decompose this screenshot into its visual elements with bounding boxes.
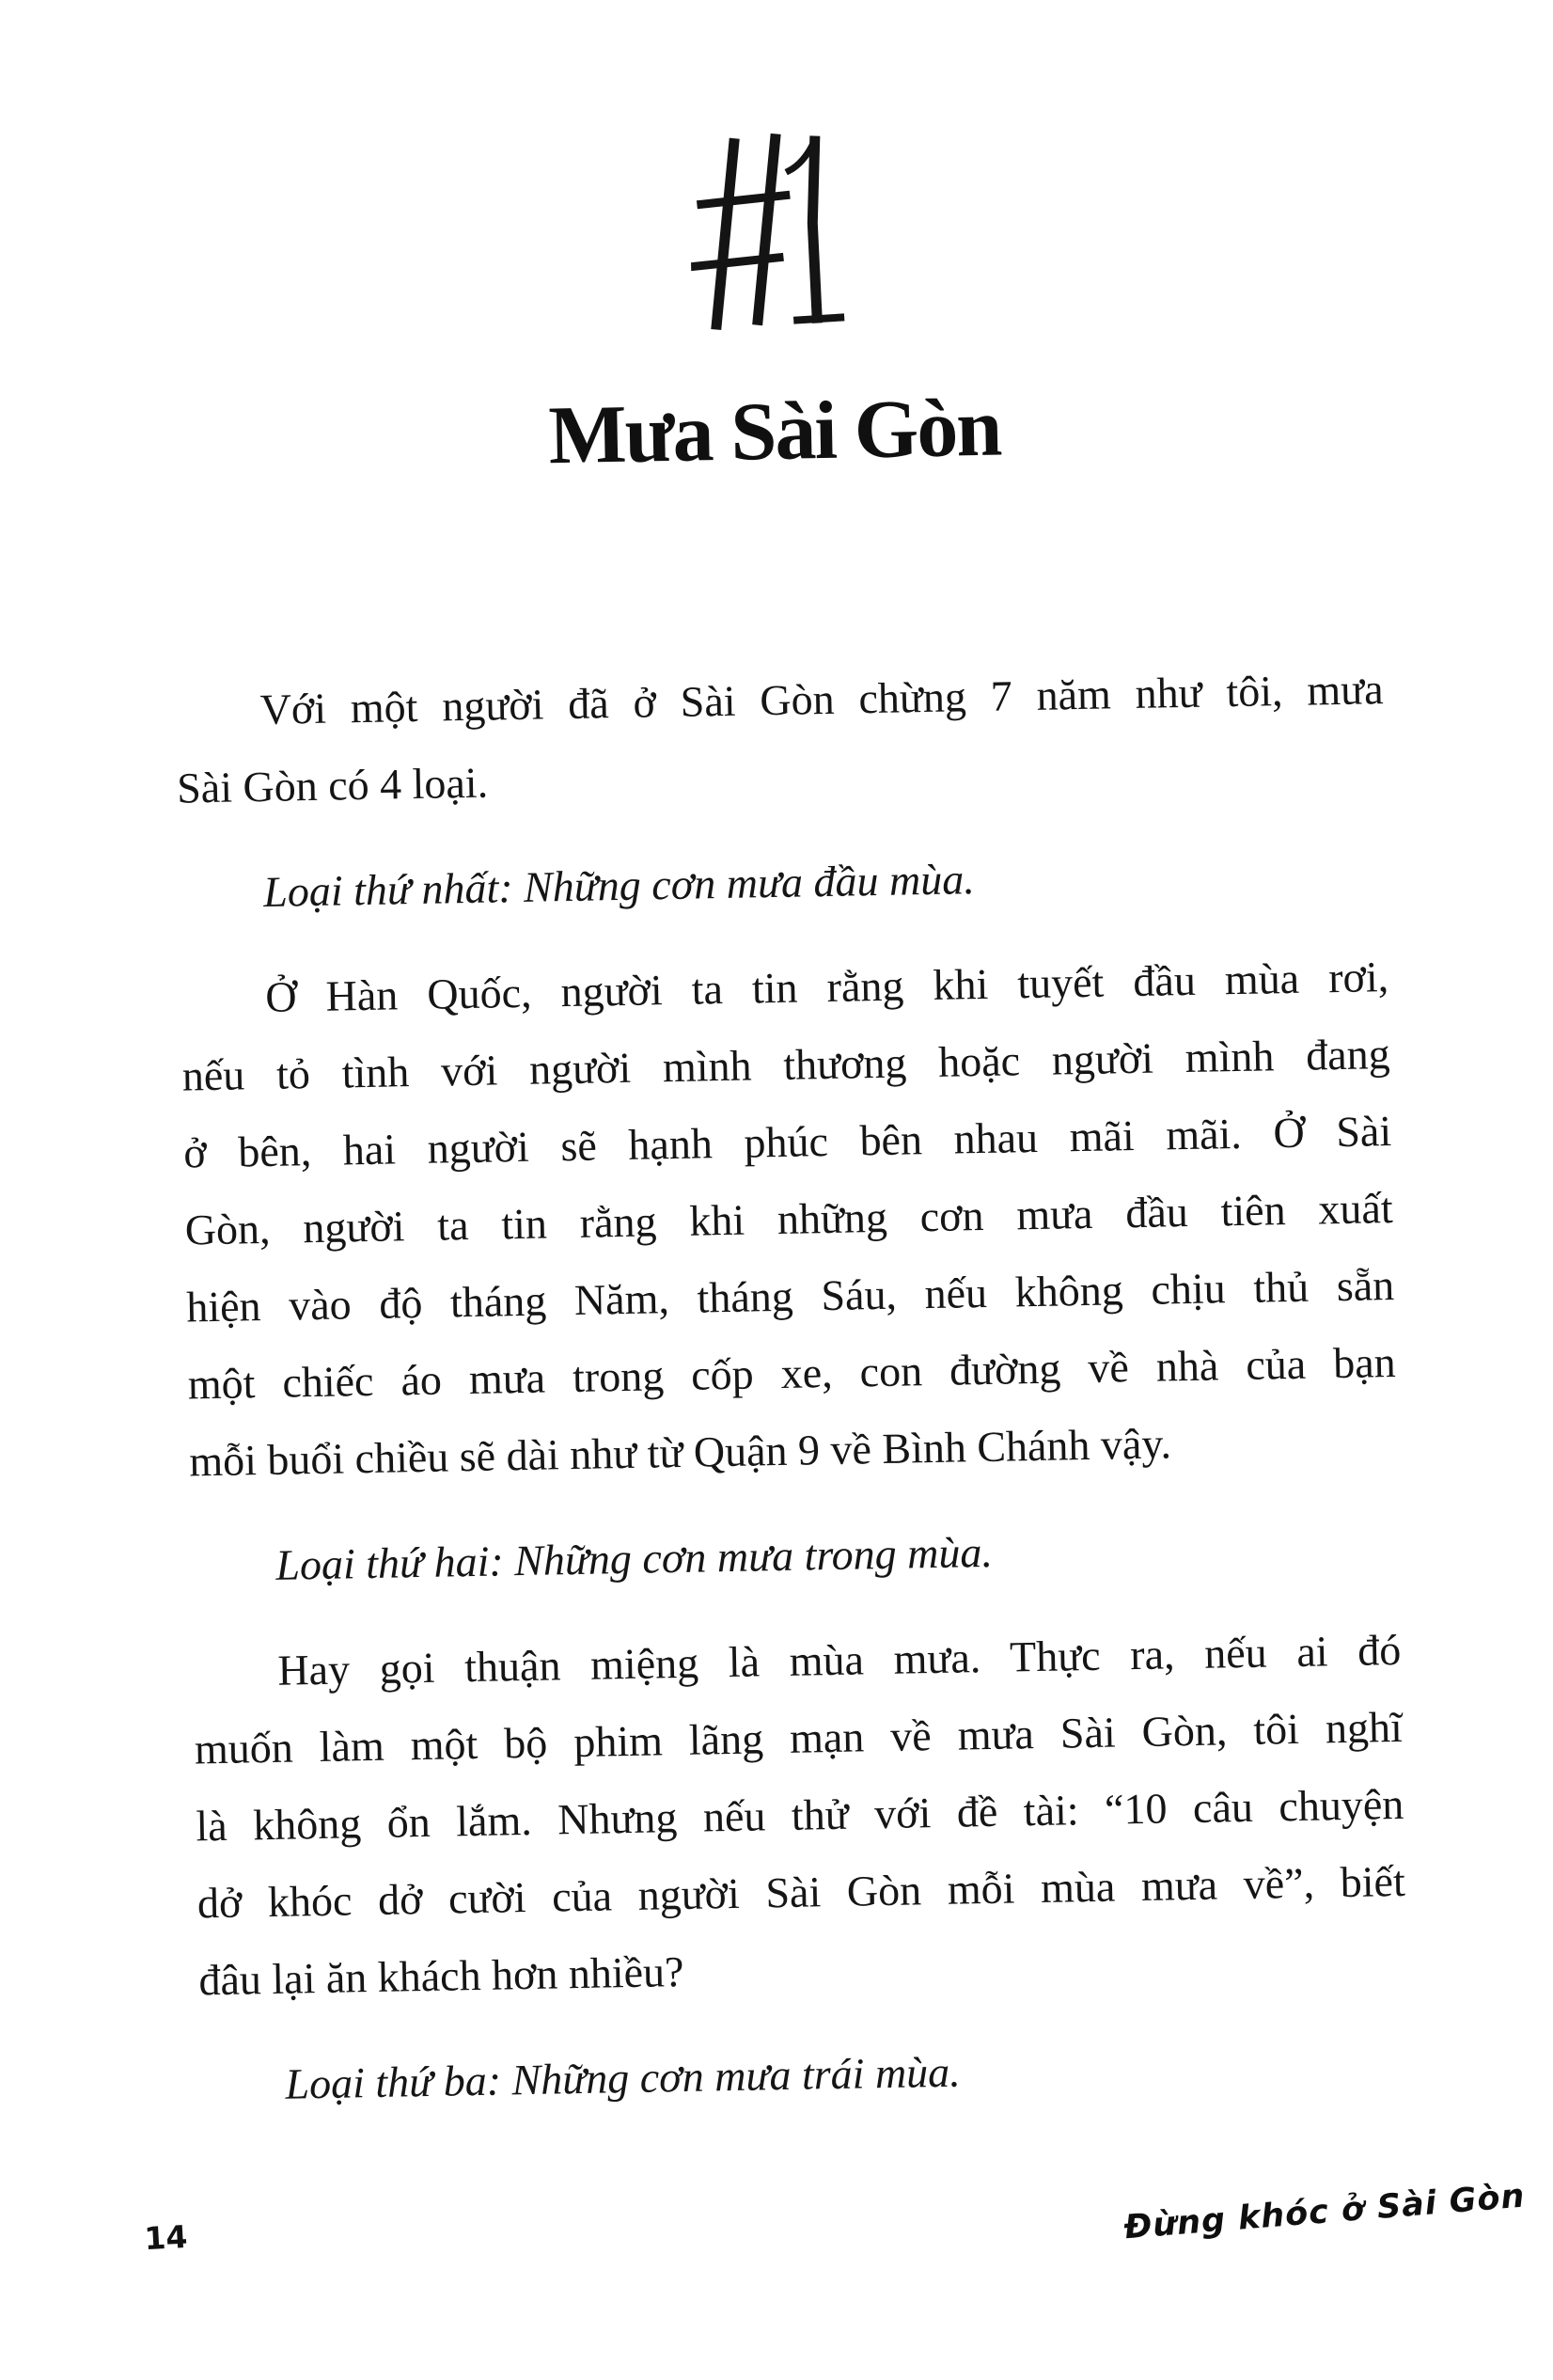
text-line: ở bên, hai người sẽ hạnh phúc bên nhau mãi mãi. Ở Sài (182, 1107, 1392, 1177)
text-line: dở khóc dở cười của người Sài Gòn mỗi mùa mưa về”, biết (196, 1856, 1406, 1928)
text-line: là không ổn lắm. Nhưng nếu thử với đề tài: “10 câu chuyện (195, 1779, 1404, 1851)
text-line: Hay gọi thuận miệng là mùa mưa. Thực ra, nếu ai đó (276, 1625, 1402, 1694)
text-line: Loại thứ nhất: Những cơn mưa đầu mùa. (262, 855, 976, 916)
content-blocks (175, 651, 1409, 2124)
text-line: một chiếc áo mưa trong cốp xe, con đường về nhà của bạn (187, 1337, 1397, 1409)
text-line: hiện vào độ tháng Năm, tháng Sáu, nếu không chịu thủ sẵn (185, 1260, 1395, 1332)
section-heading (200, 2025, 1409, 2125)
text-column (165, 118, 1409, 2124)
page-number: 14 (143, 2217, 189, 2258)
text-line: Loại thứ hai: Những cơn mưa trong mùa. (275, 1527, 994, 1589)
text-line: Gòn, người ta tin rằng khi những cơn mưa đầu tiên xuất (184, 1183, 1394, 1254)
text-line: Loại thứ ba: Những cơn mưa trái mùa. (285, 2047, 962, 2108)
text-line: mỗi buổi chiều sẽ dài như từ Quận 9 về Bình Chánh vậy. (188, 1419, 1172, 1486)
text-line: Với một người đã ở Sài Gòn chừng 7 năm như tôi, mưa (259, 665, 1384, 733)
section-heading (179, 833, 1388, 933)
chapter-title: Mưa Sài Gòn (547, 382, 1002, 482)
body-paragraph (193, 1612, 1407, 2019)
chapter-number-icon (688, 128, 854, 330)
text-line: Ở Hàn Quốc, người ta tin rằng khi tuyết đầu mùa rơi, (264, 953, 1389, 1021)
book-title-footer: Đừng khóc ở Sài Gòn (1122, 2177, 1527, 2247)
body-paragraph (175, 651, 1386, 827)
body-paragraph (180, 938, 1398, 1500)
text-line: đâu lại ăn khách hơn nhiều? (197, 1947, 684, 2005)
text-line: Sài Gòn có 4 loại. (176, 758, 489, 812)
text-line: nếu tỏ tình với người mình thương hoặc người mình đang (181, 1030, 1391, 1100)
text-line: muốn làm một bộ phim lãng mạn về mưa Sài Gòn, tôi nghĩ (194, 1702, 1404, 1773)
section-heading (191, 1506, 1400, 1606)
